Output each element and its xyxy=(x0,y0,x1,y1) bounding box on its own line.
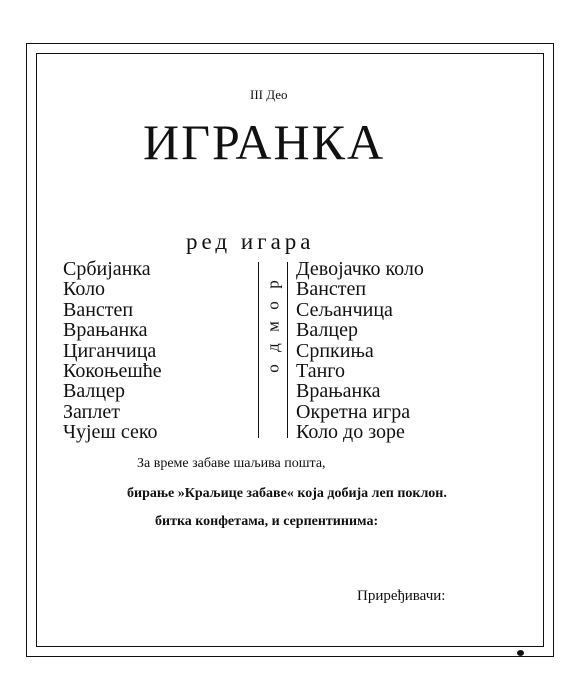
break-letter: р xyxy=(263,280,283,289)
note-line: За време забаве шаљива пошта, xyxy=(137,456,326,471)
divider-line-left xyxy=(258,262,259,438)
list-item: Кокоњешће xyxy=(63,360,162,383)
break-label xyxy=(262,274,284,379)
list-item: Ванстеп xyxy=(296,278,367,301)
list-item: Танго xyxy=(296,360,346,383)
list-item: Чујеш секо xyxy=(63,421,158,444)
note-line: битка конфетама, и серпентинима: xyxy=(155,514,379,529)
list-item: Валцер xyxy=(63,380,125,403)
part-label: III Део xyxy=(250,87,288,102)
list-item: Сељанчица xyxy=(296,298,393,321)
break-letter: м xyxy=(263,321,283,332)
break-letter: о xyxy=(263,301,283,310)
ink-dot xyxy=(517,650,524,656)
list-item: Коло до зоре xyxy=(296,421,405,444)
list-item: Србијанка xyxy=(63,258,151,280)
signature: Приређивачи: xyxy=(357,588,446,604)
break-letter: д xyxy=(263,343,283,352)
list-item: Циганчица xyxy=(63,339,157,362)
divider-line-right xyxy=(287,262,288,438)
list-item: Заплет xyxy=(63,400,120,423)
list-item: Валцер xyxy=(296,319,358,342)
dance-list-right xyxy=(296,259,424,443)
list-item: Врањанка xyxy=(296,380,381,403)
list-item: Девојачко коло xyxy=(296,258,424,280)
list-item: Врањанка xyxy=(63,319,148,342)
dance-list-left xyxy=(63,259,162,443)
note-line: бирање »Краљице забаве« која добија леп поклон. xyxy=(127,486,447,501)
list-item: Српкиња xyxy=(296,339,374,362)
break-letter: о xyxy=(263,364,283,373)
list-item: Ванстеп xyxy=(63,298,134,321)
list-item: Коло xyxy=(63,278,106,301)
list-item: Окретна игра xyxy=(296,400,411,423)
page-title: ИГРАНКА xyxy=(143,114,386,170)
dance-order-heading: ред игара xyxy=(186,229,315,254)
